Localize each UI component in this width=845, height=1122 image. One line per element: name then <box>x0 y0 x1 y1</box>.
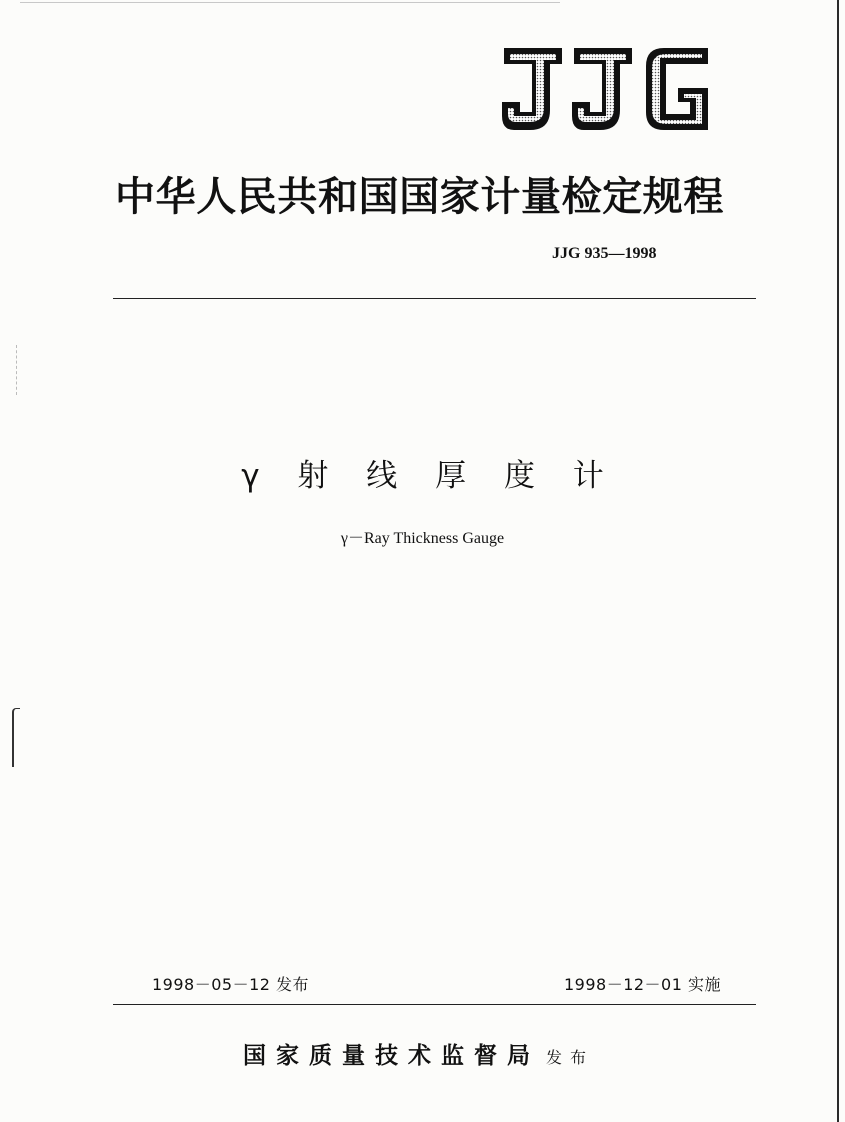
document-title-chinese: γ 射 线 厚 度 计 <box>241 458 618 494</box>
effective-date: 1998－12－01 实施 <box>563 975 721 994</box>
scan-edge-right <box>837 0 839 1122</box>
publish-date: 1998－05－12 发布 <box>152 975 310 994</box>
issuer-suffix: 发布 <box>546 1048 595 1067</box>
jjg-logo <box>500 44 715 134</box>
regulation-series-title: 中华人民共和国国家计量检定规程 <box>115 173 724 220</box>
logo-letter-g <box>646 48 708 130</box>
regulation-code: JJG 935—1998 <box>552 245 657 262</box>
divider-bottom <box>113 1004 756 1005</box>
issuing-authority <box>243 1037 594 1070</box>
scan-tick-marks <box>16 345 18 395</box>
document-title-english: γ－Ray Thickness Gauge <box>340 530 505 547</box>
logo-letter-j2 <box>572 48 632 130</box>
logo-letter-j1 <box>502 48 562 130</box>
scan-mark-left <box>12 708 20 767</box>
scan-edge-top <box>20 2 560 3</box>
divider-top <box>113 298 756 299</box>
issuer-name: 国家质量技术监督局 <box>243 1042 540 1069</box>
